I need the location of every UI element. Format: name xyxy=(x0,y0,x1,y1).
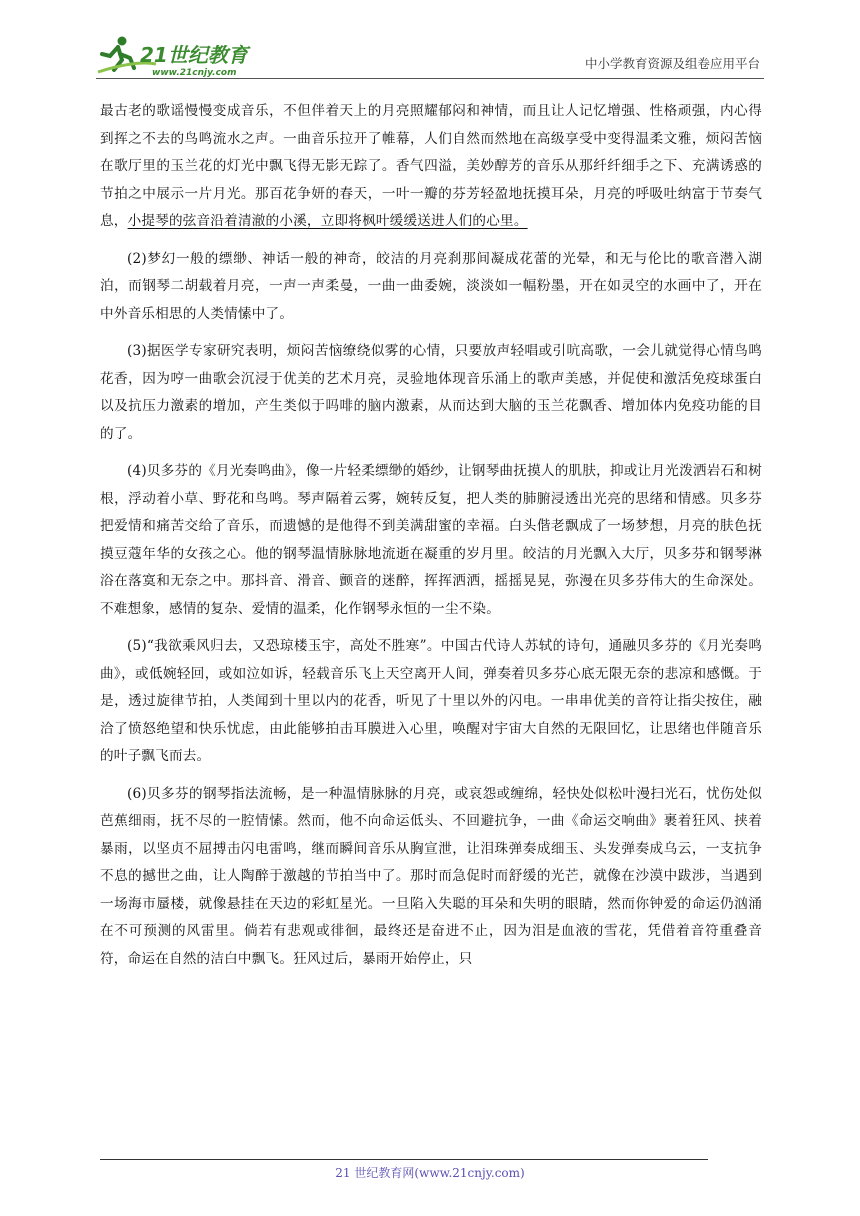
footer-link[interactable]: 21 世纪教育网(www.21cnjy.com) xyxy=(335,1166,525,1180)
paragraph-3: (3)据医学专家研究表明，烦闷苦恼缭绕似雾的心情，只要放声轻唱或引吭高歌，一会儿就觉得心情鸟鸣花香，因为哼一曲歌会沉浸于优美的艺术月亮，灵验地体现音乐涌上的歌声美感，并促使和激活免疫球蛋白以及抗压力激素的增加，产生类似于吗啡的脑内激素，从而达到大脑的玉兰花飘香、增加体内免疫功能的目的了。 xyxy=(100,343,762,442)
platform-title: 中小学教育资源及组卷应用平台 xyxy=(584,56,760,71)
svg-text:21世纪教育: 21世纪教育 xyxy=(140,43,248,67)
page-header xyxy=(96,30,764,78)
svg-text:www.21cnjy.com: www.21cnjy.com xyxy=(152,68,237,78)
site-logo[interactable] xyxy=(96,34,266,78)
header-divider xyxy=(96,78,764,79)
footer-divider xyxy=(100,1159,708,1160)
paragraph-6: (6)贝多芬的钢琴指法流畅，是一种温情脉脉的月亮，或哀怨或缠绵，轻快处似松叶漫扫光石，忧伤处似芭蕉细雨，抚不尽的一腔情愫。然而，他不向命运低头、不回避抗争，一曲《命运交响曲》裹着狂风、挟着暴雨，以坚贞不屈搏击闪电雷鸣，继而瞬间音乐从胸宣泄，让泪珠弹奏成细玉、头发弹奏成乌云，一支抗争不息的撼世之曲，让人陶醉于激越的节拍当中了。那时而急促时而舒缓的光芒，就像在沙漠中跋涉，当遇到一场海市蜃楼，就像悬挂在天边的彩虹星光。一旦陷入失聪的耳朵和失明的眼睛，然而你钟爱的命运仍汹涌在不可预测的风雷里。倘若有悲观或徘徊，最终还是奋进不止，因为泪是血液的雪花，凭借着音符重叠音符，命运在自然的洁白中飘飞。狂风过后，暴雨开始停止，只 xyxy=(100,785,762,967)
logo-runner-icon xyxy=(96,34,266,78)
paragraph-2: (2)梦幻一般的缥缈、神话一般的神奇，皎洁的月亮刹那间凝成花蕾的光晕，和无与伦比的歌音潜入湖泊，而钢琴二胡载着月亮，一声一声柔曼，一曲一曲委婉，淡淡如一幅粉墨，开在如灵空的水画中了，开在中外音乐相思的人类情愫中了。 xyxy=(100,250,762,322)
paragraph-4: (4)贝多芬的《月光奏鸣曲》，像一片轻柔缥缈的婚纱，让钢琴曲抚摸人的肌肤，抑或让月光泼洒岩石和树根，浮动着小草、野花和鸟鸣。琴声隔着云雾，婉转反复，把人类的肺腑浸透出光亮的思绪和情感。贝多芬把爱情和痛苦交给了音乐，而遗憾的是他得不到美满甜蜜的幸福。白头偕老飘成了一场梦想，月亮的肤色抚摸豆蔻年华的女孩之心。他的钢琴温情脉脉地流逝在凝重的岁月里。皎洁的月光飘入大厅，贝多芬和钢琴淋浴在落寞和无奈之中。那抖音、滑音、颤音的迷醉，挥挥洒洒，摇摇晃晃，弥漫在贝多芬伟大的生命深处。不难想象，感情的复杂、爱情的温柔，化作钢琴永恒的一尘不染。 xyxy=(100,463,762,617)
paragraph-5: (5)“我欲乘风归去，又恐琼楼玉宇，高处不胜寒”。中国古代诗人苏轼的诗句，通融贝多芬的《月光奏鸣曲》，或低婉轻回，或如泣如诉，轻载音乐飞上天空离开人间，弹奏着贝多芬心底无限无奈的悲凉和感慨。于是，透过旋律节拍，人类闻到十里以内的花香，听见了十里以外的闪电。一串串优美的音符让指尖按住，融洽了愤怒绝望和快乐忧虑，由此能够拍击耳膜进入心里，唤醒对宇宙大自然的无限回忆，让思绪也伴随音乐的叶子飘飞而去。 xyxy=(100,638,762,764)
paragraph-1-text: 最古老的歌谣慢慢变成音乐，不但伴着天上的月亮照耀郁闷和神情，而且让人记忆增强、性格顽强，内心得到挥之不去的鸟鸣流水之声。一曲音乐拉开了帷幕，人们自然而然地在高级享受中变得温柔文雅，烦闷苦恼在歌厅里的玉兰花的灯光中飘飞得无影无踪了。香气四溢，美妙醇芳的音乐从那纤纤细手之下、充满诱惑的节拍之中展示一片月光。那百花争妍的春天，一叶一瓣的芬芳轻盈地抚摸耳朵，月亮的呼吸吐纳富于节奏气息， xyxy=(100,103,762,229)
paragraph-1 xyxy=(100,98,762,236)
underlined-sentence: 小提琴的弦音沿着清澈的小溪，立即将枫叶缓缓送进人们的心里。 xyxy=(127,213,528,229)
article-body xyxy=(100,98,762,983)
